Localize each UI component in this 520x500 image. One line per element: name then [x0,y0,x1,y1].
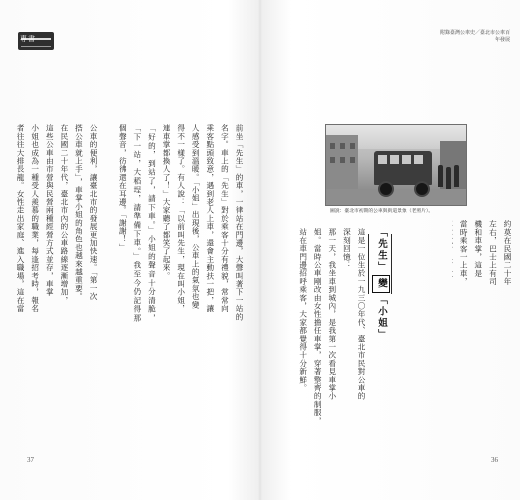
left-page-text [14,124,246,442]
text-column: 在民國二十年代，臺北市內的公車路線逐漸增加， [59,124,69,305]
text-column [100,124,115,442]
text-column: 人感受到溫暖。「小姐」出現後，公車上的氣氛也變 [191,124,201,309]
text-column: 約莫在民國二十年左右，巴士上有司機和車掌，這是 [473,220,512,286]
text-column: 姐。當時公車剛改由女性擔任車掌，穿著整齊的制服， [313,228,323,425]
section-heading-mid: 變 [372,275,390,293]
historical-bus-photo [325,124,467,206]
text-column: 小姐也成為一種受人羨慕的職業，每逢招考時，報名 [30,124,40,313]
text-column: 「下一站，大稻埕，請準備下車。」我至今仍記得那 [132,124,142,323]
photo-caption: 圖說：臺北市初期的公車與街道景象（老照片）。 [330,209,434,214]
running-head-right: 附錄臺灣公車史／臺北市公車百年發展 [440,30,511,43]
section-heading-post: 「小姐」 [376,294,387,341]
section-heading [372,227,390,341]
page-number-right: 36 [491,456,498,464]
section-rule-left [368,234,369,294]
page-number-left: 37 [27,456,34,464]
text-column: 連車掌都換人了！」大家聽了都笑了起來。 [162,124,172,280]
text-column: 這是一位生於一九三〇年代、臺北市民對公車的 [357,228,366,401]
text-column: 前坐「先生」的車，一律站在門邊，大聲叫著下一站的 [235,124,244,321]
text-column: 公車的便利，讓臺北市的發展更加快速。「第一次 [89,124,99,301]
text-column: 當時乘客一上車， [459,220,469,286]
section-rule-right [391,234,392,294]
right-page-intro [452,220,514,288]
text-column: 搭公車就上手」，車掌小姐的角色也越來越重要。 [74,124,84,301]
text-column: 深刻回憶： [342,228,352,269]
text-column: 名字。車上的「先生」對於乘客十分有禮貌，常常向 [220,124,230,313]
text-column: 個聲音，彷彿還在耳邊。「謝謝！」 [118,124,128,252]
text-column: 乘客點頭致意，遇到老人上車，還會主動扶一把，讓 [205,124,215,313]
section-heading-pre: 「先生」 [376,227,387,273]
text-column: 得不一樣了。有人說：「以前叫先生，現在叫小姐， [176,124,186,313]
text-column: 這些公車由市營與民營兩種經營方式並存，車掌 [45,124,55,297]
text-column: 者往往大排長龍。女性走出家庭、進入職場，這在當 [16,124,26,313]
text-column: 站在車門邊招呼乘客，大家都覺得十分新鮮。 [298,228,308,392]
right-page-text [276,228,368,444]
running-head-left: 專書 [20,35,36,43]
text-column: 那一天，我坐車到城內，是我第一次看見車掌小 [327,228,337,401]
text-column: 「好的，到站了，請下車。」小姐的聲音十分清脆， [147,124,157,323]
